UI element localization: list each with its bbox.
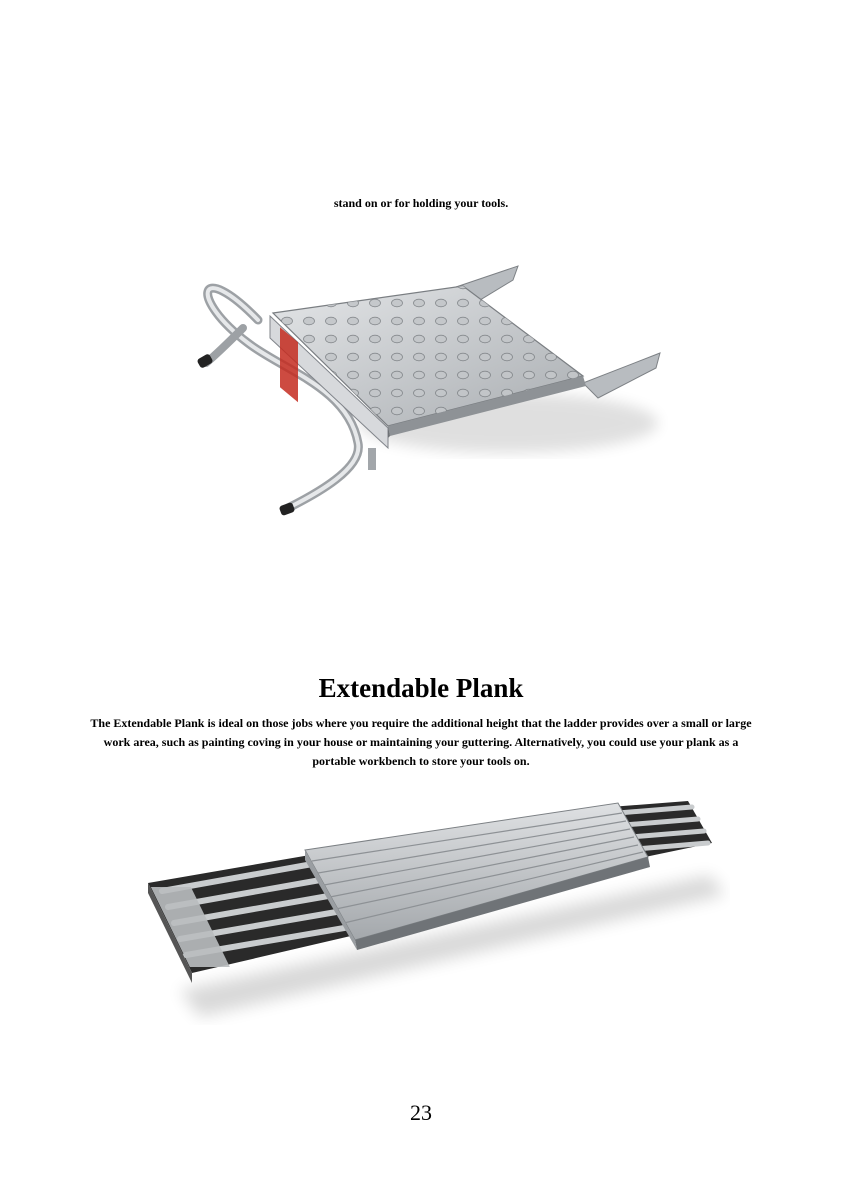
section-title: Extendable Plank: [318, 673, 524, 703]
page-number: 23: [410, 1100, 432, 1125]
extendable-plank-photo: [140, 795, 730, 1025]
work-station-photo: [188, 258, 668, 558]
intro-text: stand on or for holding your tools.: [333, 196, 509, 210]
section-description: The Extendable Plank is ideal on those jobs where you require the additional height that the ladder provides over a small or large work area, such as painting coving in your house or maintaining your guttering. Alternatively, you could use your plank as a portable workbench to store your tools on.: [90, 716, 752, 768]
